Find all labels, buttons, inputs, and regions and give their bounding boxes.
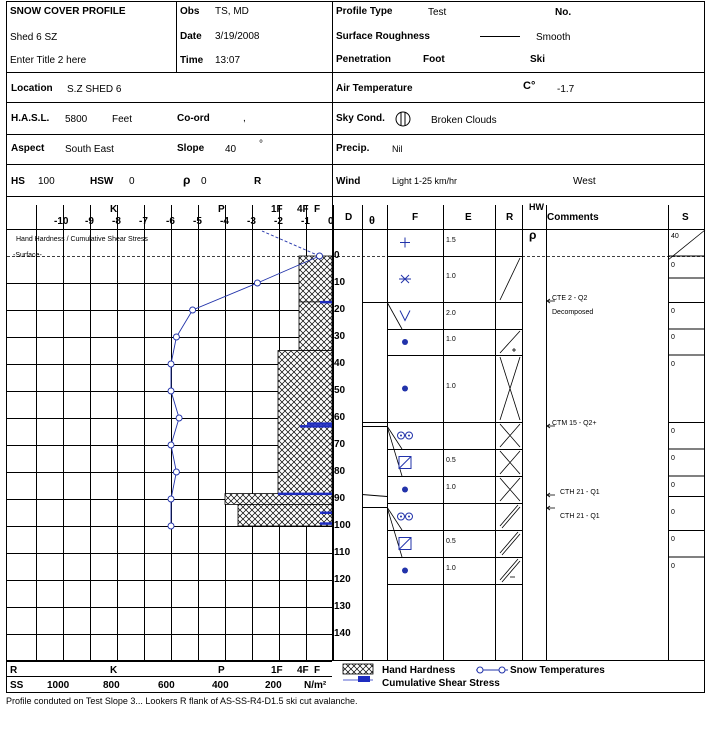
bottom-4f-label: 4F — [297, 665, 309, 676]
temperature-tick-label: -3 — [247, 216, 256, 227]
resistance-symbol — [500, 532, 518, 553]
shear-stress-marker — [320, 301, 332, 304]
hand-hardness-layer — [278, 351, 332, 494]
temperature-tick-label: -5 — [193, 216, 202, 227]
snow-temperature-point — [173, 469, 179, 475]
depth-tick-label: 120 — [334, 574, 351, 585]
axis-1f-label: 1F — [271, 204, 283, 215]
title-line-1[interactable]: Shed 6 SZ — [10, 32, 58, 43]
layer-comment: CTM 15 - Q2+ — [552, 420, 597, 427]
hand-hardness-layer — [299, 302, 332, 351]
sky-broken-clouds-icon — [396, 112, 410, 126]
bottom-p-label: P — [218, 665, 225, 676]
grain-square-icon — [399, 538, 411, 550]
sky-condition-value[interactable]: Broken Clouds — [431, 115, 497, 126]
grain-melt-icon — [400, 435, 402, 437]
depth-tick-label: 80 — [334, 466, 346, 477]
bottom-1f-label: 1F — [271, 665, 283, 676]
layer-comment: CTH 21 - Q1 — [560, 513, 600, 520]
snow-temperature-point — [168, 388, 174, 394]
legend-temp-point — [477, 667, 483, 673]
grain-size-value: 1.0 — [446, 564, 456, 572]
axis-f-label: F — [314, 204, 321, 215]
s-value: 0 — [671, 455, 675, 462]
hand-hardness-layer — [225, 494, 332, 505]
snow-temperature-point — [317, 253, 323, 259]
resistance-symbol — [502, 561, 520, 582]
wind-direction[interactable]: West — [573, 176, 596, 187]
hasl-label: H.A.S.L. — [11, 113, 50, 124]
coord-value[interactable]: , — [243, 113, 246, 124]
ski-label: Ski — [530, 54, 546, 65]
grain-facet-icon — [400, 311, 410, 321]
profile-type-value[interactable]: Test — [428, 7, 447, 18]
precip-label: Precip. — [336, 143, 370, 154]
outer-border — [7, 2, 705, 693]
shear-stress-tick-label: 200 — [265, 680, 282, 691]
no-label: No. — [555, 7, 572, 18]
hasl-value[interactable]: 5800 — [65, 114, 88, 125]
resistance-symbol — [500, 505, 518, 526]
col-theta-header: θ — [369, 215, 375, 227]
resistance-symbol — [500, 258, 520, 300]
obs-label: Obs — [180, 6, 200, 17]
layer-comment: Decomposed — [552, 309, 594, 316]
surface-roughness-value[interactable]: Smooth — [536, 32, 571, 43]
shear-stress-tick-label: 600 — [158, 680, 175, 691]
grain-melt-icon — [408, 435, 410, 437]
surface-caption: -Surface- — [13, 252, 42, 259]
snow-temperature-point — [168, 496, 174, 502]
col-f-header: F — [412, 212, 419, 223]
bottom-r-label: R — [10, 665, 18, 676]
shear-stress-tick-label: 400 — [212, 680, 229, 691]
grain-size-value: 2.0 — [446, 309, 456, 317]
penetration-label: Penetration — [336, 54, 392, 65]
hardness-legend-caption: Hand Hardness / Cumulative Shear Stress — [16, 236, 148, 243]
depth-tick-label: 90 — [334, 493, 346, 504]
grain-round-icon — [402, 386, 408, 392]
grain-melt-icon — [400, 516, 402, 518]
surface-roughness-label: Surface Roughness — [336, 31, 430, 42]
location-value[interactable]: S.Z SHED 6 — [67, 84, 122, 95]
layer-comment: CTH 21 - Q1 — [560, 489, 600, 496]
depth-tick-label: 70 — [334, 439, 346, 450]
resistance-symbol — [500, 559, 518, 580]
shear-stress-tick-label: 1000 — [47, 680, 70, 691]
wind-value[interactable]: Light 1-25 km/hr — [392, 176, 458, 186]
sky-condition-label: Sky Cond. — [336, 113, 385, 124]
coord-label: Co-ord — [177, 113, 210, 124]
snow-temperature-point — [190, 307, 196, 313]
s-value: 40 — [671, 233, 679, 240]
aspect-label: Aspect — [11, 143, 45, 154]
rho-label: ρ — [183, 173, 191, 187]
footer-note[interactable]: Profile conduted on Test Slope 3... Lookers R flank of AS-SS-R4-D1.5 ski cut avalanche. — [6, 696, 358, 706]
depth-tick-label: 10 — [334, 277, 346, 288]
col-hw-header: HW — [529, 202, 544, 212]
axis-k-label: K — [110, 204, 118, 215]
snow-temperature-point — [168, 442, 174, 448]
slope-unit: ° — [259, 139, 263, 150]
air-temperature-value[interactable]: -1.7 — [557, 84, 575, 95]
depth-tick-label: 60 — [334, 412, 346, 423]
layer-connector — [387, 302, 402, 329]
s-value: 0 — [671, 482, 675, 489]
depth-tick-label: 30 — [334, 331, 346, 342]
shear-stress-marker — [320, 522, 332, 525]
grain-size-value: 0.5 — [446, 456, 456, 464]
profile-type-label: Profile Type — [336, 6, 393, 17]
col-comments-header: Comments — [547, 212, 599, 223]
rho-value[interactable]: 0 — [201, 176, 207, 187]
shear-stress-tick-label: 800 — [103, 680, 120, 691]
s-value: 0 — [671, 509, 675, 516]
time-value[interactable]: 13:07 — [215, 55, 241, 66]
depth-tick-label: 100 — [334, 520, 351, 531]
depth-tick-label: 20 — [334, 304, 346, 315]
grain-melt-icon — [408, 516, 410, 518]
grain-round-icon — [402, 339, 408, 345]
s-value: 0 — [671, 308, 675, 315]
slope-value[interactable]: 40 — [225, 144, 237, 155]
s-value: 0 — [671, 536, 675, 543]
temperature-tick-label: -8 — [112, 216, 121, 227]
air-temperature-label: Air Temperature — [336, 83, 413, 94]
temperature-tick-label: -7 — [139, 216, 148, 227]
r-label: R — [254, 176, 262, 187]
shear-stress-marker — [320, 512, 332, 515]
title-line-2[interactable]: Enter Title 2 here — [10, 55, 87, 66]
col-e-header: E — [465, 212, 472, 223]
legend-snow-temperatures: Snow Temperatures — [510, 665, 605, 676]
grain-round-icon — [402, 568, 408, 574]
aspect-value[interactable]: South East — [65, 144, 114, 155]
foot-label: Foot — [423, 54, 445, 65]
s-value: 0 — [671, 262, 675, 269]
grain-size-value: 1.0 — [446, 273, 456, 280]
depth-tick-label: 130 — [334, 601, 351, 612]
precip-value[interactable]: Nil — [392, 144, 403, 154]
legend-hand-hardness: Hand Hardness — [382, 665, 456, 676]
s-value: 0 — [671, 361, 675, 368]
snow-temperature-point — [168, 361, 174, 367]
obs-value[interactable]: TS, MD — [215, 6, 249, 17]
legend-shear-swatch — [358, 676, 370, 682]
grain-size-value: 1.0 — [446, 382, 456, 390]
temperature-tick-label: -10 — [54, 216, 69, 227]
shear-stress-marker — [307, 422, 332, 425]
hasl-unit: Feet — [112, 114, 133, 125]
axis-p-label: P — [218, 204, 225, 215]
shear-stress-marker — [300, 425, 332, 428]
col-rho-header: ρ — [529, 228, 537, 242]
resistance-symbol — [500, 331, 520, 353]
shear-stress-marker — [278, 493, 332, 496]
air-temperature-connector — [262, 231, 320, 256]
air-temperature-unit: C° — [523, 80, 536, 92]
grain-size-value: 1.0 — [446, 336, 456, 343]
time-label: Time — [180, 55, 204, 66]
s-value: 0 — [671, 334, 675, 341]
s-value: 0 — [671, 563, 675, 570]
depth-boundary-tick — [362, 495, 387, 497]
date-value[interactable]: 3/19/2008 — [215, 31, 260, 42]
bottom-f-label: F — [314, 665, 321, 676]
temperature-tick-label: -6 — [166, 216, 175, 227]
hand-hardness-layer — [238, 504, 332, 526]
hs-label: HS — [11, 176, 25, 187]
snow-temperature-point — [173, 334, 179, 340]
grain-size-value: 0.5 — [446, 537, 456, 545]
legend-shear-stress: Cumulative Shear Stress — [382, 678, 500, 689]
temperature-tick-label: -2 — [274, 216, 283, 227]
hsw-value[interactable]: 0 — [129, 176, 135, 187]
slope-label: Slope — [177, 143, 205, 154]
temperature-tick-label: 0 — [328, 216, 334, 227]
form-title: SNOW COVER PROFILE — [10, 6, 126, 17]
layer-connector — [387, 507, 402, 530]
depth-tick-label: 50 — [334, 385, 346, 396]
grain-size-value: 1.0 — [446, 483, 456, 491]
hsw-label: HSW — [90, 176, 114, 187]
depth-tick-label: 0 — [334, 250, 340, 261]
snow-temperature-point — [168, 523, 174, 529]
legend-temp-point — [499, 667, 505, 673]
legend-hand-hardness-swatch — [343, 664, 373, 674]
resistance-symbol — [502, 534, 520, 555]
ss-label: SS — [10, 680, 24, 691]
hs-value[interactable]: 100 — [38, 176, 55, 187]
col-s-header: S — [682, 212, 689, 223]
grain-round-icon — [402, 487, 408, 493]
depth-tick-label: 140 — [334, 628, 351, 639]
s-value: 0 — [671, 428, 675, 435]
col-r-header: R — [506, 212, 514, 223]
grain-size-value: 1.5 — [446, 236, 456, 244]
col-d-header: D — [345, 212, 353, 223]
bottom-k-label: K — [110, 665, 118, 676]
location-label: Location — [11, 83, 53, 94]
depth-tick-label: 110 — [334, 547, 351, 558]
ss-unit: N/m² — [304, 680, 327, 691]
wind-label: Wind — [336, 176, 361, 187]
depth-tick-label: 40 — [334, 358, 346, 369]
layer-connector — [387, 426, 402, 449]
temperature-tick-label: -9 — [85, 216, 94, 227]
temperature-tick-label: -4 — [220, 216, 229, 227]
snow-temperature-point — [254, 280, 260, 286]
grain-square-icon — [399, 457, 411, 469]
resistance-symbol — [502, 507, 520, 528]
axis-4f-label: 4F — [297, 204, 309, 215]
date-label: Date — [180, 31, 202, 42]
layer-comment: CTE 2 - Q2 — [552, 295, 588, 302]
snow-temperature-point — [176, 415, 182, 421]
temperature-tick-label: -1 — [301, 216, 310, 227]
